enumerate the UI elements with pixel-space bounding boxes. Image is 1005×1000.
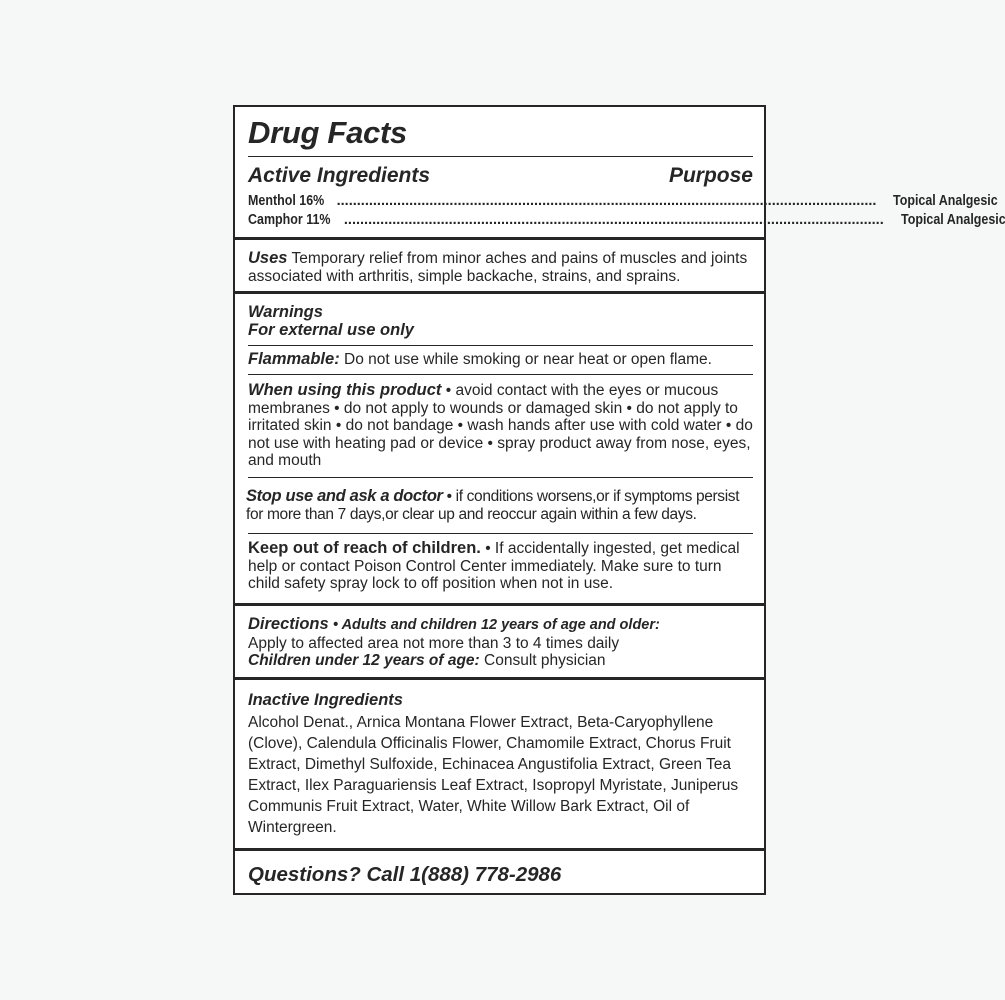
ingredient-name: Camphor 11% [248, 212, 331, 228]
keep-out-warning [248, 540, 753, 593]
keep-out-label: Keep out of reach of children. [248, 539, 481, 557]
questions-phone: Questions? Call 1(888) 778-2986 [248, 863, 562, 886]
directions-children-text: Consult physician [484, 652, 606, 669]
stop-use-text: • if conditions worsens,or if symptoms persist for more than 7 days,or clear up and reoccur again within a few days. [246, 488, 740, 523]
warnings-heading [248, 304, 753, 322]
active-ingredient-row [248, 193, 999, 209]
leader-dots: ...................................................................................................................................... [336, 193, 877, 209]
active-ingredient-row [248, 212, 1005, 228]
inactive-ingredients-text: Alcohol Denat., Arnica Montana Flower Extract, Beta-Caryophyllene (Clove), Calendula Officinalis Flower, Chamomile Extract, Chorus Fruit Extract, Dimethyl Sulfoxide, Echinacea Angustifolia Extract, Green Tea Extract, Ilex Paraguariensis Leaf Extract, Isopropyl Myristate, Juniperus Communis Fruit Extract, Water, White Willow Bark Extract, Oil of Wintergreen. [248, 714, 739, 836]
directions-adults-text: Apply to affected area not more than 3 to 4 times daily [248, 634, 620, 652]
inactive-label: Inactive Ingredients [248, 691, 403, 709]
drug-facts-title: Drug Facts [248, 115, 407, 150]
when-using-warning [248, 382, 753, 470]
external-use-note: For external use only [248, 321, 414, 339]
leader-dots: ...................................................................................................................................... [343, 212, 884, 228]
warnings-rule [248, 477, 753, 478]
warnings-label: Warnings [248, 303, 323, 321]
active-ingredients-heading: Active Ingredients [248, 164, 431, 187]
section-divider [235, 677, 764, 680]
when-using-text: • avoid contact with the eyes or mucous membranes • do not apply to wounds or damaged skin • do not apply to irritated skin • do not bandage • wash hands after use with cold water • do not use with heating pad or device • spray product away from nose, eyes, and mouth [248, 382, 753, 469]
directions-label: Directions [248, 615, 329, 633]
keep-out-text: • If accidentally ingested, get medical help or contact Poison Control Center immediately. Make sure to turn child safety spray lock to off position when not in use. [248, 540, 740, 592]
uses-label: Uses [248, 249, 288, 267]
flammable-text: Do not use while smoking or near heat or open flame. [344, 351, 712, 368]
directions-children-label: Children under 12 years of age: [248, 652, 480, 669]
inactive-heading [248, 692, 753, 710]
ingredient-purpose: Topical Analgesic [900, 212, 1005, 228]
ingredient-name: Menthol 16% [248, 193, 325, 209]
ingredient-purpose: Topical Analgesic [893, 193, 999, 209]
drug-facts-panel [233, 105, 1005, 895]
title-rule [248, 156, 753, 157]
stop-use-warning [246, 488, 753, 523]
uses-text: Temporary relief from minor aches and pains of muscles and joints associated with arthritis, simple backache, strains, and sprains. [248, 250, 748, 285]
warnings-rule [248, 374, 753, 375]
when-using-label: When using this product [248, 381, 442, 399]
stop-use-label: Stop use and ask a doctor [246, 487, 443, 505]
directions-adults-label: • Adults and children 12 years of age and older: [333, 617, 660, 633]
section-divider [235, 603, 764, 606]
warnings-rule [248, 345, 753, 346]
warnings-rule [248, 533, 753, 534]
purpose-heading: Purpose [668, 164, 753, 187]
directions-section [248, 616, 753, 670]
uses-section [248, 250, 753, 285]
section-divider [235, 848, 764, 851]
section-divider [235, 237, 764, 240]
flammable-label: Flammable: [248, 350, 340, 368]
section-divider [235, 291, 764, 294]
flammable-warning [248, 351, 753, 369]
